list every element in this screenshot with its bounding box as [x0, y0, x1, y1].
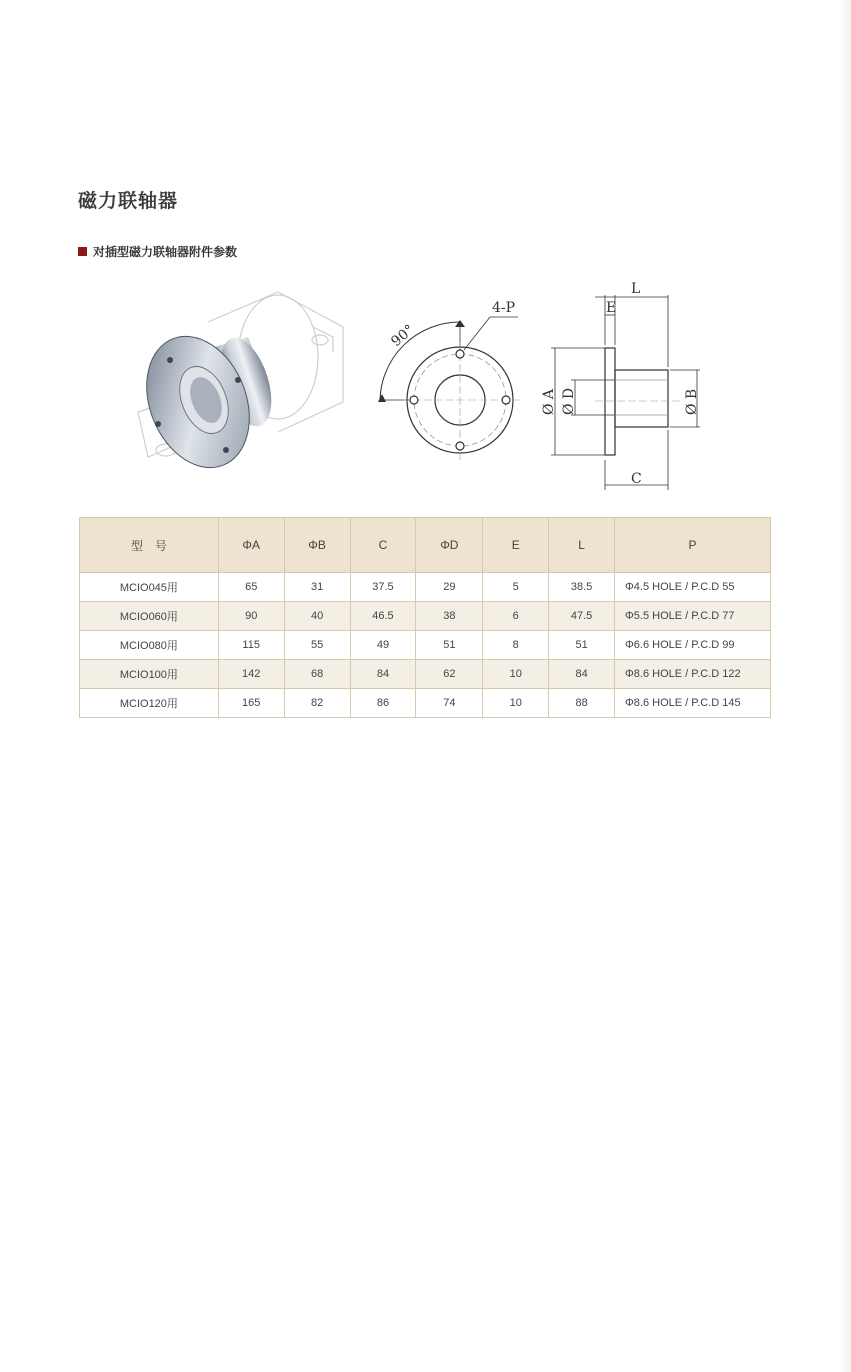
square-bullet-icon — [78, 247, 87, 256]
dim-E-label: E — [606, 300, 617, 316]
cell-phi-d: 38 — [416, 602, 483, 631]
cell-l: 84 — [549, 660, 615, 689]
cell-phi-b: 40 — [284, 602, 350, 631]
cell-p: Φ8.6 HOLE / P.C.D 122 — [615, 660, 771, 689]
cell-model: MCIO045用 — [80, 573, 219, 602]
cell-model: MCIO080用 — [80, 631, 219, 660]
cell-phi-b: 82 — [284, 689, 350, 718]
cell-phi-a: 65 — [218, 573, 284, 602]
cell-model: MCIO100用 — [80, 660, 219, 689]
cell-phi-d: 62 — [416, 660, 483, 689]
dim-B-label: Ø B — [684, 388, 700, 415]
cell-phi-b: 55 — [284, 631, 350, 660]
header-phi-b: ΦB — [284, 518, 350, 573]
cell-phi-d: 51 — [416, 631, 483, 660]
cell-phi-a: 165 — [218, 689, 284, 718]
table-row — [80, 689, 771, 718]
cell-phi-a: 142 — [218, 660, 284, 689]
cell-phi-a: 90 — [218, 602, 284, 631]
dim-L-label: L — [631, 281, 641, 297]
cell-c: 84 — [350, 660, 416, 689]
holes-label: 4-P — [492, 300, 516, 316]
header-c: C — [350, 518, 416, 573]
cell-model: MCIO060用 — [80, 602, 219, 631]
cell-phi-d: 74 — [416, 689, 483, 718]
table-row — [80, 660, 771, 689]
table-row — [80, 573, 771, 602]
header-e: E — [483, 518, 549, 573]
header-p: P — [615, 518, 771, 573]
cell-l: 38.5 — [549, 573, 615, 602]
cell-p: Φ8.6 HOLE / P.C.D 145 — [615, 689, 771, 718]
cell-e: 6 — [483, 602, 549, 631]
header-phi-d: ΦD — [416, 518, 483, 573]
section-subtitle — [78, 243, 237, 260]
cell-c: 37.5 — [350, 573, 416, 602]
cell-l: 47.5 — [549, 602, 615, 631]
cell-phi-a: 115 — [218, 631, 284, 660]
cell-l: 51 — [549, 631, 615, 660]
spec-table — [79, 517, 771, 718]
coupling-3d-illustration — [128, 282, 363, 487]
section-subtitle-text: 对插型磁力联轴器附件参数 — [93, 245, 238, 259]
cell-p: Φ4.5 HOLE / P.C.D 55 — [615, 573, 771, 602]
table-header-row — [80, 518, 771, 573]
header-l: L — [549, 518, 615, 573]
cell-phi-b: 31 — [284, 573, 350, 602]
cell-l: 88 — [549, 689, 615, 718]
table-row — [80, 602, 771, 631]
angle-label: 90° — [388, 321, 418, 351]
page-title: 磁力联轴器 — [78, 190, 179, 212]
flange-front-view-drawing — [368, 292, 538, 472]
dim-A-label: Ø A — [541, 388, 557, 415]
cell-e: 10 — [483, 660, 549, 689]
cell-p: Φ5.5 HOLE / P.C.D 77 — [615, 602, 771, 631]
cell-c: 46.5 — [350, 602, 416, 631]
page-edge-shadow — [839, 0, 851, 1372]
cell-model: MCIO120用 — [80, 689, 219, 718]
header-model: 型 号 — [80, 518, 219, 573]
cell-e: 5 — [483, 573, 549, 602]
cell-c: 49 — [350, 631, 416, 660]
cell-phi-d: 29 — [416, 573, 483, 602]
cell-p: Φ6.6 HOLE / P.C.D 99 — [615, 631, 771, 660]
cell-e: 10 — [483, 689, 549, 718]
cell-e: 8 — [483, 631, 549, 660]
flange-side-view-drawing — [535, 275, 715, 495]
header-phi-a: ΦA — [218, 518, 284, 573]
cell-phi-b: 68 — [284, 660, 350, 689]
table-row — [80, 631, 771, 660]
dim-C-label: C — [631, 471, 642, 487]
dim-D-label: Ø D — [561, 387, 577, 415]
cell-c: 86 — [350, 689, 416, 718]
